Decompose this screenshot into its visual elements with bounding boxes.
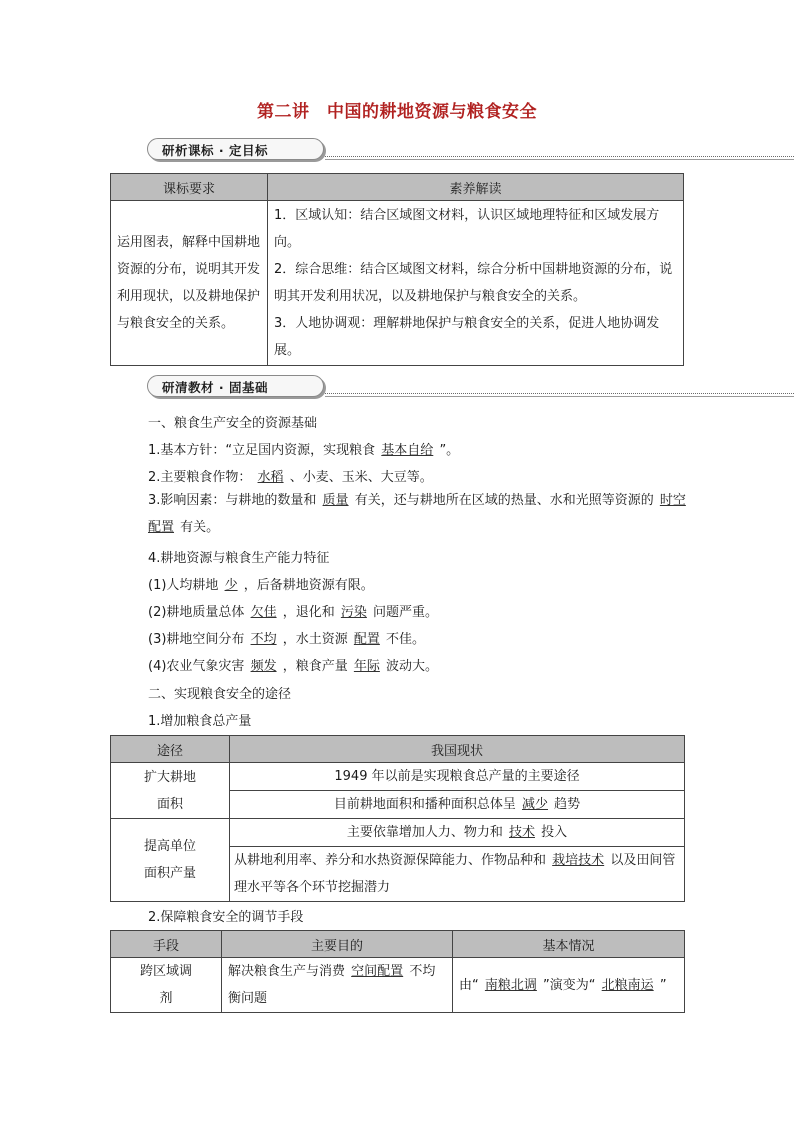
text-line: (1)人均耕地 少 ，后备耕地资源有限。: [148, 578, 374, 593]
text-line: (2)耕地质量总体 欠佳 ，退化和 污染 问题严重。: [148, 605, 439, 620]
standards-table: [110, 173, 684, 366]
fill-blank: 时空配置: [148, 493, 686, 535]
purpose-cell: 解决粮食生产与消费 空间配置 不均衡问题: [222, 958, 453, 1013]
literacy-cell: [268, 201, 684, 366]
status-cell: 1949 年以前是实现粮食总产量的主要途径: [230, 763, 685, 791]
fill-blank: 少: [224, 578, 238, 593]
banner-label: 研析课标 · 定目标: [162, 143, 268, 158]
fill-blank: 栽培技术: [552, 853, 605, 868]
text-line: 1.增加粮食总产量: [148, 714, 252, 729]
table-header: 手段: [111, 931, 222, 958]
section-heading: 一、粮食生产安全的资源基础: [148, 416, 318, 431]
table-header: 素养解读: [268, 174, 684, 201]
path-cell: 提高单位面积产量: [111, 819, 230, 902]
means-cell: 跨区域调剂: [111, 958, 222, 1013]
text-line: 2.主要粮食作物： 水稻 、小麦、玉米、大豆等。: [148, 470, 433, 485]
situation-cell: 由“ 南粮北调 ”演变为“ 北粮南运 ”: [453, 958, 685, 1013]
banner-pill: [147, 375, 324, 397]
fill-blank: 欠佳: [250, 605, 277, 620]
table-header: 课标要求: [111, 174, 268, 201]
regulation-table: [110, 930, 685, 1013]
text-line: 2.保障粮食安全的调节手段: [148, 910, 304, 925]
literacy-item: 2．综合思维：结合区域图文材料，综合分析中国耕地资源的分布，说明其开发利用状况，以及耕地保护与粮食安全的关系。: [274, 262, 673, 304]
literacy-item: 3．人地协调观：理解耕地保护与粮食安全的关系，促进人地协调发展。: [274, 316, 660, 358]
fill-blank: 基本自给: [381, 443, 434, 458]
fill-blank: 水稻: [257, 470, 284, 485]
requirement-cell: 运用图表，解释中国耕地资源的分布，说明其开发利用现状，以及耕地保护与粮食安全的关系。: [111, 201, 268, 366]
fill-blank: 不均: [250, 632, 277, 647]
fill-blank: 污染: [340, 605, 367, 620]
path-cell: 扩大耕地面积: [111, 763, 230, 819]
fill-blank: 空间配置: [351, 964, 404, 979]
table-header: 途径: [111, 736, 230, 763]
banner-rule: [325, 159, 794, 160]
text-line: 4.耕地资源与粮食生产能力特征: [148, 551, 330, 566]
page-title: 第二讲 中国的耕地资源与粮食安全: [257, 102, 537, 122]
table-header: 主要目的: [222, 931, 453, 958]
table-header: 我国现状: [230, 736, 685, 763]
fill-blank: 减少: [521, 797, 548, 812]
banner-rule: [325, 396, 794, 397]
status-cell: 目前耕地面积和播种面积总体呈 减少 趋势: [230, 791, 685, 819]
text-paragraph: 3.影响因素：与耕地的数量和 质量 有关，还与耕地所在区域的热量、水和光照等资源的 时空配置 有关。: [148, 493, 686, 535]
fill-blank: 年际: [353, 659, 380, 674]
fill-blank: 质量: [322, 493, 349, 508]
section-heading: 二、实现粮食安全的途径: [148, 687, 292, 702]
fill-blank: 北粮南运: [601, 977, 654, 993]
table-header: 基本情况: [453, 931, 685, 958]
fill-blank: 技术: [508, 825, 535, 840]
fill-blank: 配置: [353, 632, 380, 647]
status-cell: 主要依靠增加人力、物力和 技术 投入: [230, 819, 685, 847]
banner-pill: [147, 138, 324, 160]
banner-rule: [325, 156, 794, 157]
banner-rule: [325, 393, 794, 394]
fill-blank: 南粮北调: [484, 977, 537, 993]
text-line: (4)农业气象灾害 频发 ，粮食产量 年际 波动大。: [148, 659, 439, 674]
text-line: (3)耕地空间分布 不均 ，水土资源 配置 不佳。: [148, 632, 426, 647]
literacy-item: 1．区域认知：结合区域图文材料，认识区域地理特征和区域发展方向。: [274, 208, 660, 250]
banner-label: 研清教材 · 固基础: [162, 380, 268, 395]
fill-blank: 频发: [250, 659, 277, 674]
text-line: 1.基本方针：“立足国内资源，实现粮食 基本自给 ”。: [148, 443, 460, 458]
status-cell: 从耕地利用率、养分和水热资源保障能力、作物品种和 栽培技术 以及田间管理水平等各个环节挖掘潜力: [230, 847, 685, 902]
production-table: [110, 735, 685, 902]
